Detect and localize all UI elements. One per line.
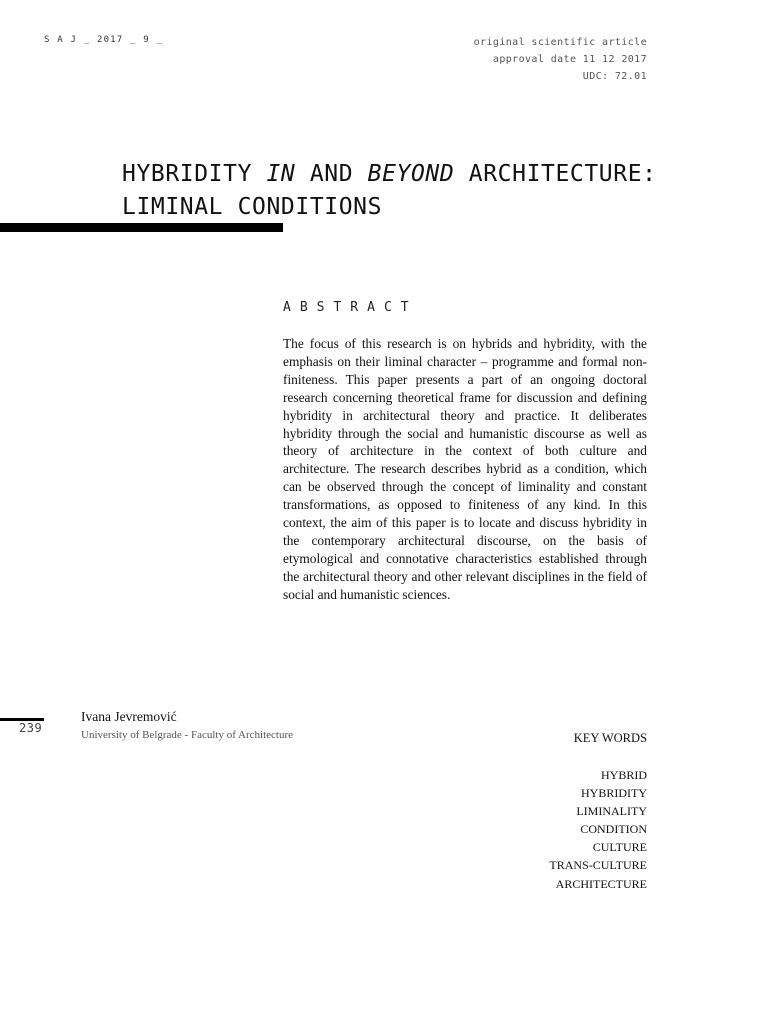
keywords-section	[447, 730, 647, 893]
udc-code: UDC: 72.01	[582, 71, 647, 82]
title-rule	[0, 223, 283, 232]
abstract-text: The focus of this research is on hybrids and hybridity, with the emphasis on their liminal character – programme and formal non-finiteness. This paper presents a part of an ongoing doctoral research concerning theoretical frame for discussion and defining hybridity in architectural theory and practice. It deliberates hybridity through the social and humanistic discourse as well as theory of architecture in the context of both culture and architecture. The research describes hybrid as a condition, which can be observed through the concept of liminality and constant transformations, as opposed to finiteness of any kind. In this context, the aim of this paper is to locate and discuss hybridity in the contemporary architectural discourse, on the basis of etymological and connotative characteristics established through the architectural theory and other relevant disciplines in the field of social and humanistic sciences.	[283, 336, 647, 602]
article-type: original scientific article	[473, 37, 647, 48]
keywords-heading: KEY WORDS	[573, 731, 647, 745]
approval-date: approval date 11 12 2017	[492, 54, 647, 65]
keyword-item: TRANS-CULTURE	[549, 858, 647, 873]
author-affiliation: University of Belgrade - Faculty of Architecture	[81, 729, 293, 741]
keyword-item: CULTURE	[592, 840, 647, 855]
title-segment: AND	[295, 161, 368, 187]
keyword-item: CONDITION	[580, 822, 647, 837]
keyword-item: HYBRID	[600, 768, 647, 782]
title-segment-italic: IN	[266, 161, 296, 187]
paper-title	[122, 158, 657, 224]
abstract-heading: ABSTRACT	[283, 300, 418, 315]
keyword-item: ARCHITECTURE	[555, 876, 647, 891]
title-segment: HYBRIDITY	[122, 161, 267, 187]
keyword-item: LIMINALITY	[576, 804, 647, 819]
page-number: 239	[19, 721, 43, 735]
title-segment-italic: BEYOND	[367, 161, 455, 187]
keyword-item: HYBRIDITY	[581, 786, 647, 801]
title-segment: ARCHITECTURE:	[454, 161, 657, 187]
journal-id: S A J _ 2017 _ 9 _	[44, 35, 164, 45]
author-name: Ivana Jevremović	[81, 709, 177, 724]
title-line-2: LIMINAL CONDITIONS	[122, 194, 383, 220]
article-meta	[474, 34, 647, 85]
keywords-list	[447, 766, 647, 893]
